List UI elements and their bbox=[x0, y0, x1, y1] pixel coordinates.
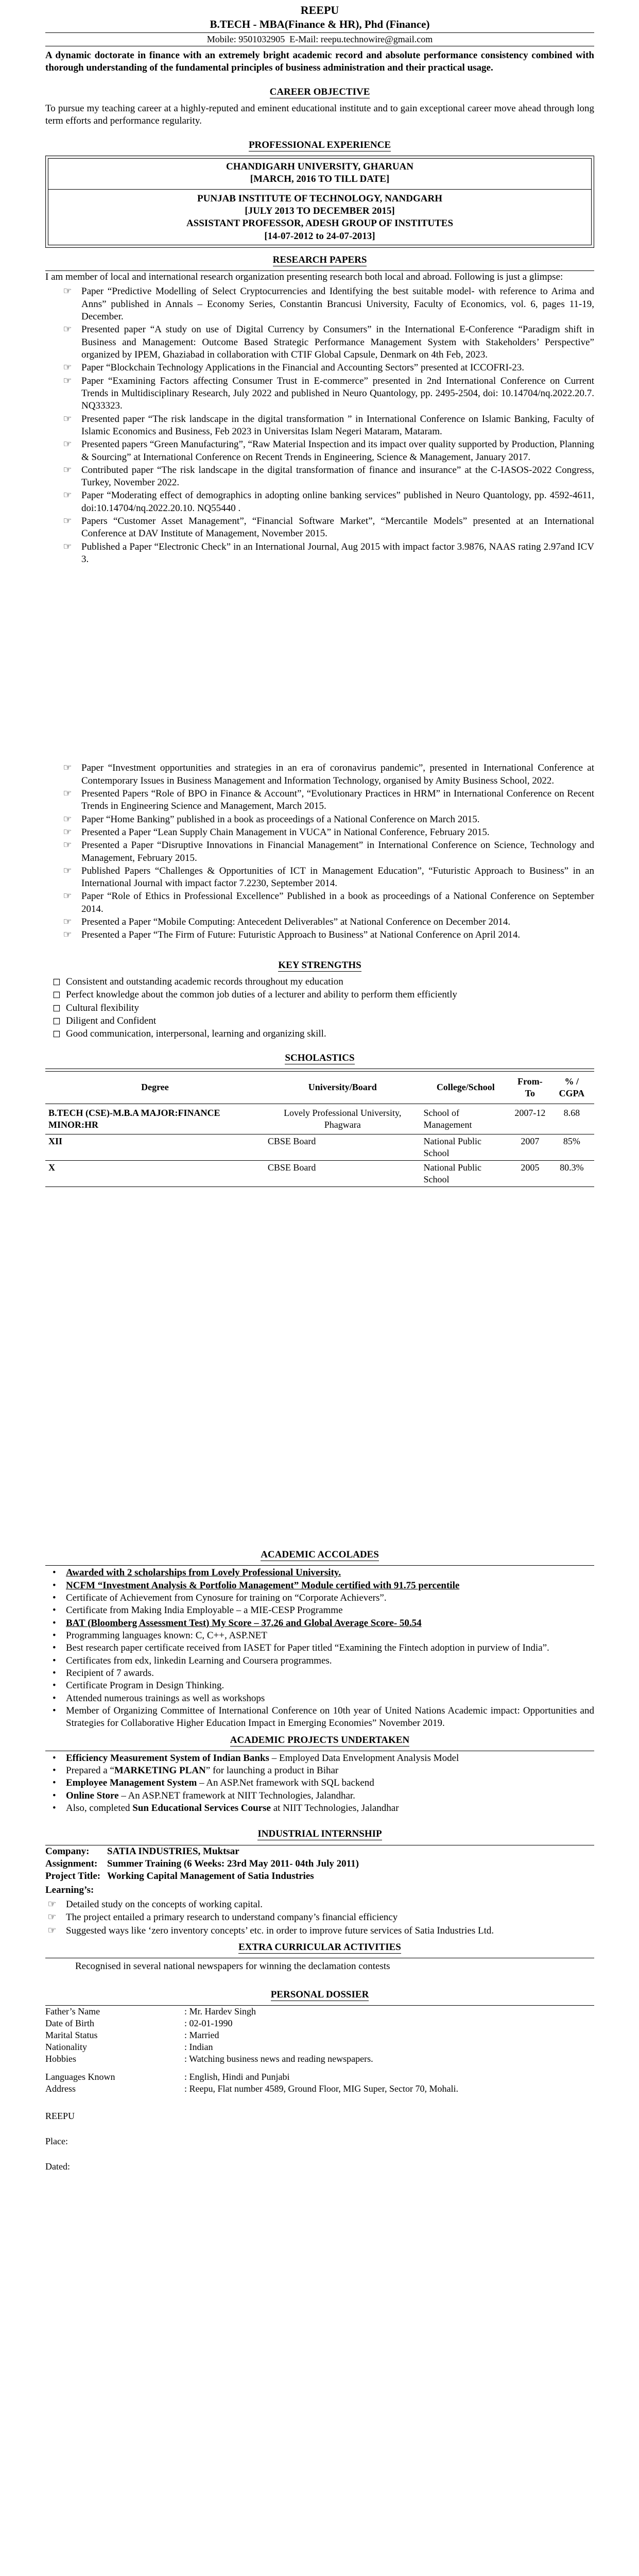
section-title-projects: ACADEMIC PROJECTS UNDERTAKEN bbox=[230, 1734, 410, 1745]
learning-list bbox=[45, 1899, 594, 1937]
square-bullet-icon: ◻ bbox=[53, 976, 61, 987]
list-item bbox=[63, 814, 594, 826]
project-name: Employee Management System bbox=[66, 1777, 197, 1789]
section-title-research: RESEARCH PAPERS bbox=[272, 254, 367, 265]
list-item bbox=[53, 1604, 594, 1617]
list-item bbox=[53, 1705, 594, 1730]
bullet-icon: • bbox=[53, 1680, 56, 1691]
pointing-hand-icon: ☞ bbox=[47, 1899, 57, 1910]
research-list-2 bbox=[45, 762, 594, 941]
square-bullet-icon: ◻ bbox=[53, 1028, 61, 1040]
list-item-text: Certificate of Achievement from Cynosure for training on “Corporate Achievers”. bbox=[66, 1592, 387, 1604]
list-item-text: Best research paper certificate received from IASET for Paper titled “Examining the Fintech adoption in purview of India”. bbox=[66, 1642, 549, 1654]
project-detail: at NIIT Technologies, Jalandhar bbox=[270, 1803, 399, 1814]
bullet-icon: • bbox=[53, 1630, 56, 1641]
table-cell: X bbox=[45, 1161, 265, 1187]
list-item bbox=[63, 375, 594, 413]
dossier-label: Nationality bbox=[45, 2041, 87, 2052]
signoff bbox=[45, 2110, 594, 2173]
project-value: Working Capital Management of Satia Industries bbox=[107, 1871, 314, 1882]
list-item-text: Member of Organizing Committee of International Conference on 10th year of United Nations Academic impact: Opportunities and Strategies for Collaborative Higher Education Impact in Emerging Economies” November 2019. bbox=[66, 1705, 594, 1729]
pointing-hand-icon: ☞ bbox=[63, 516, 72, 527]
list-item bbox=[63, 826, 594, 839]
list-item bbox=[53, 989, 594, 1001]
pointing-hand-icon: ☞ bbox=[63, 541, 72, 552]
list-item bbox=[63, 362, 594, 374]
dossier-label: Address bbox=[45, 2083, 76, 2094]
list-item-text: Recipient of 7 awards. bbox=[66, 1667, 154, 1679]
project-label: Project Title: bbox=[45, 1871, 101, 1882]
assignment-value: Summer Training (6 Weeks: 23rd May 2011- 04th July 2011) bbox=[107, 1858, 359, 1869]
table-header-row bbox=[45, 1071, 594, 1104]
bullet-icon: • bbox=[53, 1605, 56, 1616]
table-cell: XII bbox=[45, 1134, 265, 1161]
project-detail: – An ASP.NET framework at NIIT Technologies, Jalandhar. bbox=[118, 1790, 355, 1801]
list-item-text: Presented Papers “Role of BPO in Finance & Account”, “Evolutionary Practices in HRM” in International Conference on Recent Trends in Engineering Science and Management, March 2015. bbox=[81, 788, 594, 812]
bullet-icon: • bbox=[53, 1655, 56, 1666]
dossier-value: : Mr. Hardev Singh bbox=[184, 2006, 256, 2016]
list-item bbox=[63, 865, 594, 890]
bullet-icon: • bbox=[53, 1642, 56, 1654]
list-item bbox=[47, 1899, 594, 1911]
list-item bbox=[53, 1630, 594, 1642]
list-item-text: Presented paper “The risk landscape in the digital transformation ” in International Conference on Islamic Banking, Faculty of Islamic Economics and Business, Feb 2023 in Universitas Islam Negeri Mataram, Mataram. bbox=[81, 413, 594, 437]
list-item-text: Cultural flexibility bbox=[66, 1002, 139, 1013]
company-label: Company: bbox=[45, 1845, 90, 1857]
pointing-hand-icon: ☞ bbox=[63, 286, 72, 297]
list-item-text: Programming languages known: C, C++, ASP.NET bbox=[66, 1630, 267, 1641]
profile-summary: A dynamic doctorate in finance with an extremely bright academic record and absolute performance consistency combined with thorough understanding of the fundamental principles of business administration and their practical usage. bbox=[45, 50, 594, 74]
research-list-1 bbox=[45, 285, 594, 566]
list-item-text: Presented a Paper “The Firm of Future: Futuristic Approach to Business” at National Conference on April 2014. bbox=[81, 929, 521, 941]
table-cell: 80.3% bbox=[549, 1161, 594, 1187]
section-title-accolades: ACADEMIC ACCOLADES bbox=[261, 1549, 379, 1561]
list-item bbox=[53, 1667, 594, 1680]
table-cell: School of Management bbox=[421, 1104, 511, 1134]
experience-org-1: CHANDIGARH UNIVERSITY, GHARUAN bbox=[226, 161, 414, 172]
project-name: Efficiency Measurement System of Indian Banks bbox=[66, 1752, 269, 1764]
project-detail: ” for launching a product in Bihar bbox=[205, 1765, 339, 1776]
dossier-label: Marital Status bbox=[45, 2029, 98, 2040]
signoff-dated: Dated: bbox=[45, 2161, 70, 2172]
list-item-text: Certificate Program in Design Thinking. bbox=[66, 1680, 224, 1691]
list-item bbox=[63, 541, 594, 566]
project-name: Sun Educational Services Course bbox=[132, 1803, 271, 1814]
research-intro: I am member of local and international research organization presenting research both local and abroad. Following is just a glimpse: bbox=[45, 272, 563, 283]
experience-org-3: ASSISTANT PROFESSOR, ADESH GROUP OF INSTITUTES bbox=[186, 218, 454, 229]
pointing-hand-icon: ☞ bbox=[63, 840, 72, 851]
list-item-text: Contributed paper “The risk landscape in the digital transformation of finance and insurance” at the C-IASOS-2022 Congress, Turkey, November 2022. bbox=[81, 464, 594, 488]
section-title-internship: INDUSTRIAL INTERNSHIP bbox=[257, 1828, 382, 1840]
list-item bbox=[63, 515, 594, 540]
pointing-hand-icon: ☞ bbox=[47, 1912, 57, 1923]
list-item bbox=[53, 1692, 594, 1705]
table-row bbox=[45, 1104, 594, 1134]
bullet-icon: • bbox=[53, 1790, 56, 1801]
candidate-degrees: B.TECH - MBA(Finance & HR), Phd (Finance) bbox=[210, 18, 430, 31]
list-item bbox=[63, 438, 594, 464]
experience-dates-1: [MARCH, 2016 TO TILL DATE] bbox=[250, 174, 390, 185]
mobile-number: Mobile: 9501032905 bbox=[206, 34, 285, 45]
company-value: SATIA INDUSTRIES, Muktsar bbox=[107, 1845, 239, 1857]
bullet-icon: • bbox=[53, 1617, 56, 1629]
projects-list bbox=[45, 1752, 594, 1815]
divider bbox=[45, 1565, 594, 1566]
pointing-hand-icon: ☞ bbox=[63, 788, 72, 799]
list-item-text: Attended numerous trainings as well as workshops bbox=[66, 1692, 265, 1704]
list-item bbox=[63, 489, 594, 515]
list-item bbox=[53, 1680, 594, 1692]
signoff-place: Place: bbox=[45, 2136, 68, 2147]
list-item bbox=[53, 1752, 594, 1765]
dossier-table bbox=[45, 2006, 594, 2095]
pointing-hand-icon: ☞ bbox=[63, 439, 72, 450]
pointing-hand-icon: ☞ bbox=[63, 375, 72, 386]
list-item bbox=[63, 788, 594, 813]
section-title-dossier: PERSONAL DOSSIER bbox=[270, 1989, 369, 2000]
list-item-text: Consistent and outstanding academic records throughout my education bbox=[66, 976, 343, 987]
column-header: % / CGPA bbox=[549, 1071, 594, 1104]
list-item bbox=[63, 929, 594, 941]
pointing-hand-icon: ☞ bbox=[63, 917, 72, 928]
list-item-text: The project entailed a primary research to understand company’s financial efficiency bbox=[66, 1912, 398, 1923]
list-item bbox=[63, 890, 594, 916]
dossier-value: : 02-01-1990 bbox=[184, 2018, 233, 2028]
pointing-hand-icon: ☞ bbox=[63, 762, 72, 774]
list-item bbox=[63, 413, 594, 438]
pointing-hand-icon: ☞ bbox=[63, 490, 72, 501]
list-item bbox=[53, 1777, 594, 1789]
list-item-text: Paper “Home Banking” published in a book as proceedings of a National Conference on March 2015. bbox=[81, 814, 480, 825]
list-item-text: Certificates from edx, linkedin Learning and Coursera programmes. bbox=[66, 1655, 332, 1666]
table-cell: National Public School bbox=[421, 1161, 511, 1187]
bullet-icon: • bbox=[53, 1580, 56, 1591]
list-item-text: Suggested ways like ‘zero inventory concepts’ etc. in order to improve future services of Satia Industries Ltd. bbox=[66, 1925, 494, 1936]
experience-list bbox=[48, 158, 592, 245]
dossier-label: Hobbies bbox=[45, 2053, 76, 2064]
list-item-text: BAT (Bloomberg Assessment Test) My Score – 37.26 and Global Average Score- 50.54 bbox=[66, 1617, 422, 1629]
experience-dates-2: [JULY 2013 TO DECEMBER 2015] bbox=[245, 205, 395, 216]
dossier-label: Languages Known bbox=[45, 2071, 115, 2082]
experience-org-2: PUNJAB INSTITUTE OF TECHNOLOGY, NANDGARH bbox=[197, 193, 442, 204]
list-item bbox=[53, 1642, 594, 1654]
dossier-label: Father’s Name bbox=[45, 2006, 100, 2016]
bullet-icon: • bbox=[53, 1765, 56, 1776]
list-item bbox=[53, 1028, 594, 1040]
pointing-hand-icon: ☞ bbox=[63, 464, 72, 476]
table-row bbox=[45, 1134, 594, 1161]
table-cell: 2007 bbox=[511, 1134, 549, 1161]
project-prefix: Prepared a “ bbox=[66, 1765, 114, 1776]
table-cell: B.TECH (CSE)-M.B.A MAJOR:FINANCE MINOR:HR bbox=[45, 1104, 265, 1134]
list-item-text: Presented a Paper “Lean Supply Chain Management in VUCA” in National Conference, February 2015. bbox=[81, 826, 490, 838]
list-item bbox=[63, 762, 594, 787]
pointing-hand-icon: ☞ bbox=[63, 362, 72, 374]
list-item bbox=[53, 976, 594, 988]
bullet-icon: • bbox=[53, 1667, 56, 1679]
section-title-experience: PROFESSIONAL EXPERIENCE bbox=[248, 139, 391, 150]
list-item bbox=[53, 1592, 594, 1604]
table-cell: 2007-12 bbox=[511, 1104, 549, 1134]
list-item bbox=[63, 464, 594, 489]
list-item bbox=[53, 1580, 594, 1592]
list-item bbox=[63, 324, 594, 361]
project-detail: – An ASP.Net framework with SQL backend bbox=[197, 1777, 374, 1789]
list-item-text: Published Papers “Challenges & Opportunities of ICT in Management Education”, “Futuristic Approach to Business” in an International Journal with impact factor 7.2230, September 2014. bbox=[81, 865, 594, 889]
extracurricular-text: Recognised in several national newspapers for winning the declamation contests bbox=[75, 1961, 390, 1972]
dossier-value: : Reepu, Flat number 4589, Ground Floor, MIG Super, Sector 70, Mohali. bbox=[184, 2083, 459, 2094]
list-item-text: Paper “Moderating effect of demographics in adopting online banking services” published in Neuro Quantology, pp. 4592-4611, doi:10.14704/nq.2022.20.10. NQ55440 . bbox=[81, 490, 594, 514]
dossier-label: Date of Birth bbox=[45, 2018, 94, 2028]
list-item-text: Paper “Investment opportunities and strategies in an era of coronavirus pandemic”, presented in International Conference at Contemporary Issues in Business Management and Information Technology, organised by Amity Business School, 2022. bbox=[81, 762, 594, 786]
list-item bbox=[53, 1015, 594, 1027]
divider bbox=[48, 189, 591, 190]
section-title-scholastics: SCHOLASTICS bbox=[285, 1052, 355, 1063]
list-item-text: Published a Paper “Electronic Check” in an International Journal, Aug 2015 with impact factor 3.9876, NAAS rating 2.97and ICV 3. bbox=[81, 541, 594, 565]
learning-label: Learning’s: bbox=[45, 1884, 94, 1895]
pointing-hand-icon: ☞ bbox=[63, 413, 72, 425]
bullet-icon: • bbox=[53, 1777, 56, 1789]
column-header: Degree bbox=[45, 1071, 265, 1104]
list-item bbox=[47, 1925, 594, 1937]
table-cell: 2005 bbox=[511, 1161, 549, 1187]
internship-details bbox=[45, 1845, 594, 1883]
list-item-text: NCFM “Investment Analysis & Portfolio Management” Module certified with 91.75 percentile bbox=[66, 1580, 460, 1591]
email-address[interactable]: E-Mail: reepu.technowire@gmail.com bbox=[289, 34, 433, 45]
assignment-label: Assignment: bbox=[45, 1858, 98, 1869]
pointing-hand-icon: ☞ bbox=[63, 826, 72, 838]
section-title-objective: CAREER OBJECTIVE bbox=[269, 86, 370, 97]
list-item-text: Good communication, interpersonal, learning and organizing skill. bbox=[66, 1028, 326, 1040]
pointing-hand-icon: ☞ bbox=[63, 891, 72, 902]
list-item bbox=[53, 1617, 594, 1630]
list-item-text: Presented a Paper “Disruptive Innovations in Financial Management” in International Conference on Science, Technology and Management, February 2015. bbox=[81, 840, 594, 863]
list-item bbox=[63, 916, 594, 928]
list-item-text: Paper “Predictive Modelling of Select Cryptocurrencies and Identifying the best suitable model- with reference to Arima and Anns” published in Annals – Economy Series, Constantin Brancusi University, Faculty of Economics, vol. 6, pages 11-19, December. bbox=[81, 286, 594, 323]
list-item bbox=[53, 1802, 594, 1815]
column-header: University/Board bbox=[265, 1071, 421, 1104]
list-item bbox=[53, 1655, 594, 1667]
section-title-strengths: KEY STRENGTHS bbox=[278, 959, 361, 971]
bullet-icon: • bbox=[53, 1592, 56, 1604]
list-item-text: Diligent and Confident bbox=[66, 1015, 157, 1026]
square-bullet-icon: ◻ bbox=[53, 1002, 61, 1013]
list-item bbox=[63, 839, 594, 865]
list-item-text: Paper “Role of Ethics in Professional Excellence” Published in a book as proceedings of a National Conference on September 2014. bbox=[81, 891, 594, 914]
list-item bbox=[47, 1911, 594, 1924]
project-prefix: Also, completed bbox=[66, 1803, 133, 1814]
table-cell: CBSE Board bbox=[265, 1161, 421, 1187]
column-header: From-To bbox=[511, 1071, 549, 1104]
pointing-hand-icon: ☞ bbox=[63, 814, 72, 825]
page-break-space bbox=[45, 1187, 594, 1537]
pointing-hand-icon: ☞ bbox=[63, 929, 72, 941]
candidate-name: REEPU bbox=[300, 4, 339, 16]
strengths-list bbox=[45, 976, 594, 1041]
bullet-icon: • bbox=[53, 1803, 56, 1814]
scholastics-table bbox=[45, 1071, 594, 1187]
square-bullet-icon: ◻ bbox=[53, 1015, 61, 1026]
table-cell: National Public School bbox=[421, 1134, 511, 1161]
experience-dates-3: [14-07-2012 to 24-07-2013] bbox=[264, 230, 375, 242]
signoff-name: REEPU bbox=[45, 2111, 75, 2122]
dossier-value: : Married bbox=[184, 2029, 219, 2040]
list-item bbox=[53, 1002, 594, 1014]
table-cell: Lovely Professional University, Phagwara bbox=[265, 1104, 421, 1134]
accolades-list bbox=[45, 1567, 594, 1730]
list-item bbox=[53, 1790, 594, 1802]
table-row bbox=[45, 1161, 594, 1187]
list-item bbox=[53, 1567, 594, 1579]
page-break-space bbox=[45, 566, 594, 760]
list-item-text: Certificate from Making India Employable – a MIE-CESP Programme bbox=[66, 1605, 343, 1616]
table-cell: 85% bbox=[549, 1134, 594, 1161]
list-item bbox=[63, 285, 594, 323]
dossier-value: : Watching business news and reading newspapers. bbox=[184, 2053, 373, 2064]
contact-line bbox=[45, 32, 594, 46]
project-detail: – Employed Data Envelopment Analysis Model bbox=[269, 1752, 459, 1764]
objective-text: To pursue my teaching career at a highly-reputed and eminent educational institute and to gain exceptional career move ahead through long term efforts and performance regularity. bbox=[45, 103, 594, 127]
bullet-icon: • bbox=[53, 1692, 56, 1704]
experience-box bbox=[45, 156, 594, 248]
pointing-hand-icon: ☞ bbox=[47, 1925, 57, 1936]
list-item-text: Detailed study on the concepts of working capital. bbox=[66, 1899, 263, 1910]
list-item-text: Paper “Blockchain Technology Applications in the Financial and Accounting Sectors” presented at ICCOFRI-23. bbox=[81, 362, 524, 374]
pointing-hand-icon: ☞ bbox=[63, 324, 72, 335]
table-cell: CBSE Board bbox=[265, 1134, 421, 1161]
dossier-value: : Indian bbox=[184, 2041, 213, 2052]
project-name: MARKETING PLAN bbox=[114, 1765, 206, 1776]
dossier-value: : English, Hindi and Punjabi bbox=[184, 2071, 290, 2082]
bullet-icon: • bbox=[53, 1567, 56, 1579]
list-item-text: Presented a Paper “Mobile Computing: Antecedent Deliverables” at National Conference on December 2014. bbox=[81, 917, 511, 928]
list-item-text: Presented paper “A study on use of Digital Currency by Consumers” in the International E-Conference “Paradigm shift in Business and Management: Outcome Based Strategic Performance Management System with Stakeholders’ Perspective” organized by IPEM, Ghaziabad in collaboration with CTIF Global Capsule, Denmark on 4th Feb, 2023. bbox=[81, 324, 594, 360]
pointing-hand-icon: ☞ bbox=[63, 865, 72, 876]
project-name: Online Store bbox=[66, 1790, 119, 1801]
list-item-text: Perfect knowledge about the common job duties of a lecturer and ability to perform them efficiently bbox=[66, 989, 457, 1001]
column-header: College/School bbox=[421, 1071, 511, 1104]
list-item-text: Paper “Examining Factors affecting Consumer Trust in E-commerce” presented in 2nd International Conference on Current Trends in Multidisciplinary Research, July 2022 and published in Neuro Quantology, pp. 2495-2504, doi: 10.14704/nq.2022.20.7. NQ33323. bbox=[81, 375, 594, 412]
list-item-text: Awarded with 2 scholarships from Lovely Professional University. bbox=[66, 1567, 341, 1579]
list-item-text: Papers “Customer Asset Management”, “Financial Software Market”, “Mercantile Models” presented at an International Conference at DAV Institute of Management, November 2015. bbox=[81, 516, 594, 539]
table-cell: 8.68 bbox=[549, 1104, 594, 1134]
list-item bbox=[53, 1765, 594, 1777]
list-item-text: Presented papers “Green Manufacturing”, “Raw Material Inspection and its impact over quality supported by Production, Planning & Sourcing” at International Conference on Recent Trends in Engineering, Science & Management, January 2017. bbox=[81, 439, 594, 463]
bullet-icon: • bbox=[53, 1705, 56, 1716]
section-title-extracurricular: EXTRA CURRICULAR ACTIVITIES bbox=[238, 1941, 401, 1953]
bullet-icon: • bbox=[53, 1752, 56, 1764]
square-bullet-icon: ◻ bbox=[53, 989, 61, 1001]
resume-page bbox=[45, 0, 594, 2186]
